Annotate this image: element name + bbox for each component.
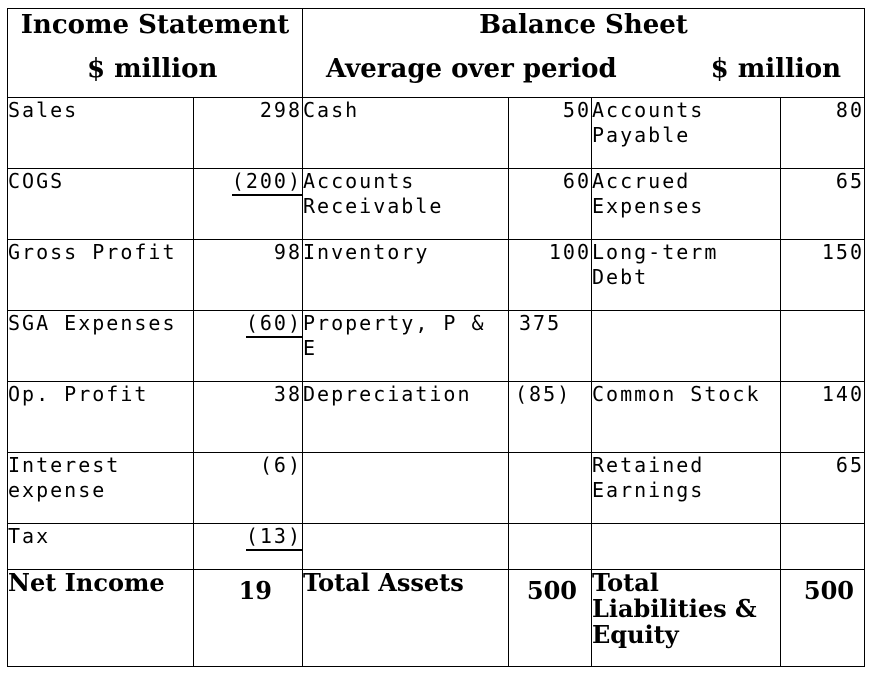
table-row: [8, 524, 865, 570]
liability-label: Accounts Payable: [592, 98, 781, 169]
financial-statements-table: [7, 8, 865, 667]
income-label: Tax: [8, 524, 194, 570]
asset-label: Accounts Receivable: [303, 169, 509, 240]
liability-value: 65: [781, 453, 865, 524]
asset-label: Property, P & E: [303, 311, 509, 382]
asset-label: Depreciation: [303, 382, 509, 453]
income-label: Sales: [8, 98, 194, 169]
asset-value: (85): [509, 382, 592, 453]
income-statement-title: Income Statement: [20, 10, 290, 40]
income-value: (200): [194, 169, 303, 240]
net-income-label: Net Income: [8, 570, 194, 667]
asset-value: 50: [509, 98, 592, 169]
income-label: SGA Expenses: [8, 311, 194, 382]
table-row: [8, 98, 865, 169]
liability-label: [592, 311, 781, 382]
balance-sheet-unit: $ million: [710, 54, 841, 84]
income-label: COGS: [8, 169, 194, 240]
income-value: 98: [194, 240, 303, 311]
balance-sheet-title: Balance Sheet: [479, 10, 688, 40]
totals-row: [8, 570, 865, 667]
liability-value: 140: [781, 382, 865, 453]
asset-value: [509, 524, 592, 570]
income-label: Op. Profit: [8, 382, 194, 453]
total-liabilities-equity-label: Total Liabilities & Equity: [592, 570, 781, 667]
liability-label: Common Stock: [592, 382, 781, 453]
net-income-value: 19: [194, 570, 303, 667]
liability-label: Long-term Debt: [592, 240, 781, 311]
income-value: (6): [194, 453, 303, 524]
asset-label: Cash: [303, 98, 509, 169]
asset-label: [303, 453, 509, 524]
total-assets-label: Total Assets: [303, 570, 509, 667]
liability-value: 80: [781, 98, 865, 169]
income-label: Interest expense: [8, 453, 194, 524]
total-liabilities-equity-value: 500: [781, 570, 865, 667]
asset-value: 60: [509, 169, 592, 240]
balance-sheet-header: [303, 9, 865, 98]
liability-label: [592, 524, 781, 570]
liability-label: Accrued Expenses: [592, 169, 781, 240]
liability-value: 65: [781, 169, 865, 240]
income-statement-header: [8, 9, 303, 98]
liability-label: Retained Earnings: [592, 453, 781, 524]
liability-value: [781, 311, 865, 382]
income-value: (13): [194, 524, 303, 570]
liability-value: [781, 524, 865, 570]
asset-value: 100: [509, 240, 592, 311]
asset-value: 375: [509, 311, 592, 382]
table-row: [8, 453, 865, 524]
income-value: 38: [194, 382, 303, 453]
table-row: [8, 240, 865, 311]
balance-sheet-subtitle: Average over period: [326, 54, 617, 84]
table-row: [8, 382, 865, 453]
asset-label: Inventory: [303, 240, 509, 311]
liability-value: 150: [781, 240, 865, 311]
income-label: Gross Profit: [8, 240, 194, 311]
asset-label: [303, 524, 509, 570]
income-statement-unit: $ million: [87, 54, 218, 84]
income-value: 298: [194, 98, 303, 169]
header-row: [8, 9, 865, 98]
table-row: [8, 311, 865, 382]
total-assets-value: 500: [509, 570, 592, 667]
income-value: (60): [194, 311, 303, 382]
asset-value: [509, 453, 592, 524]
table-row: [8, 169, 865, 240]
